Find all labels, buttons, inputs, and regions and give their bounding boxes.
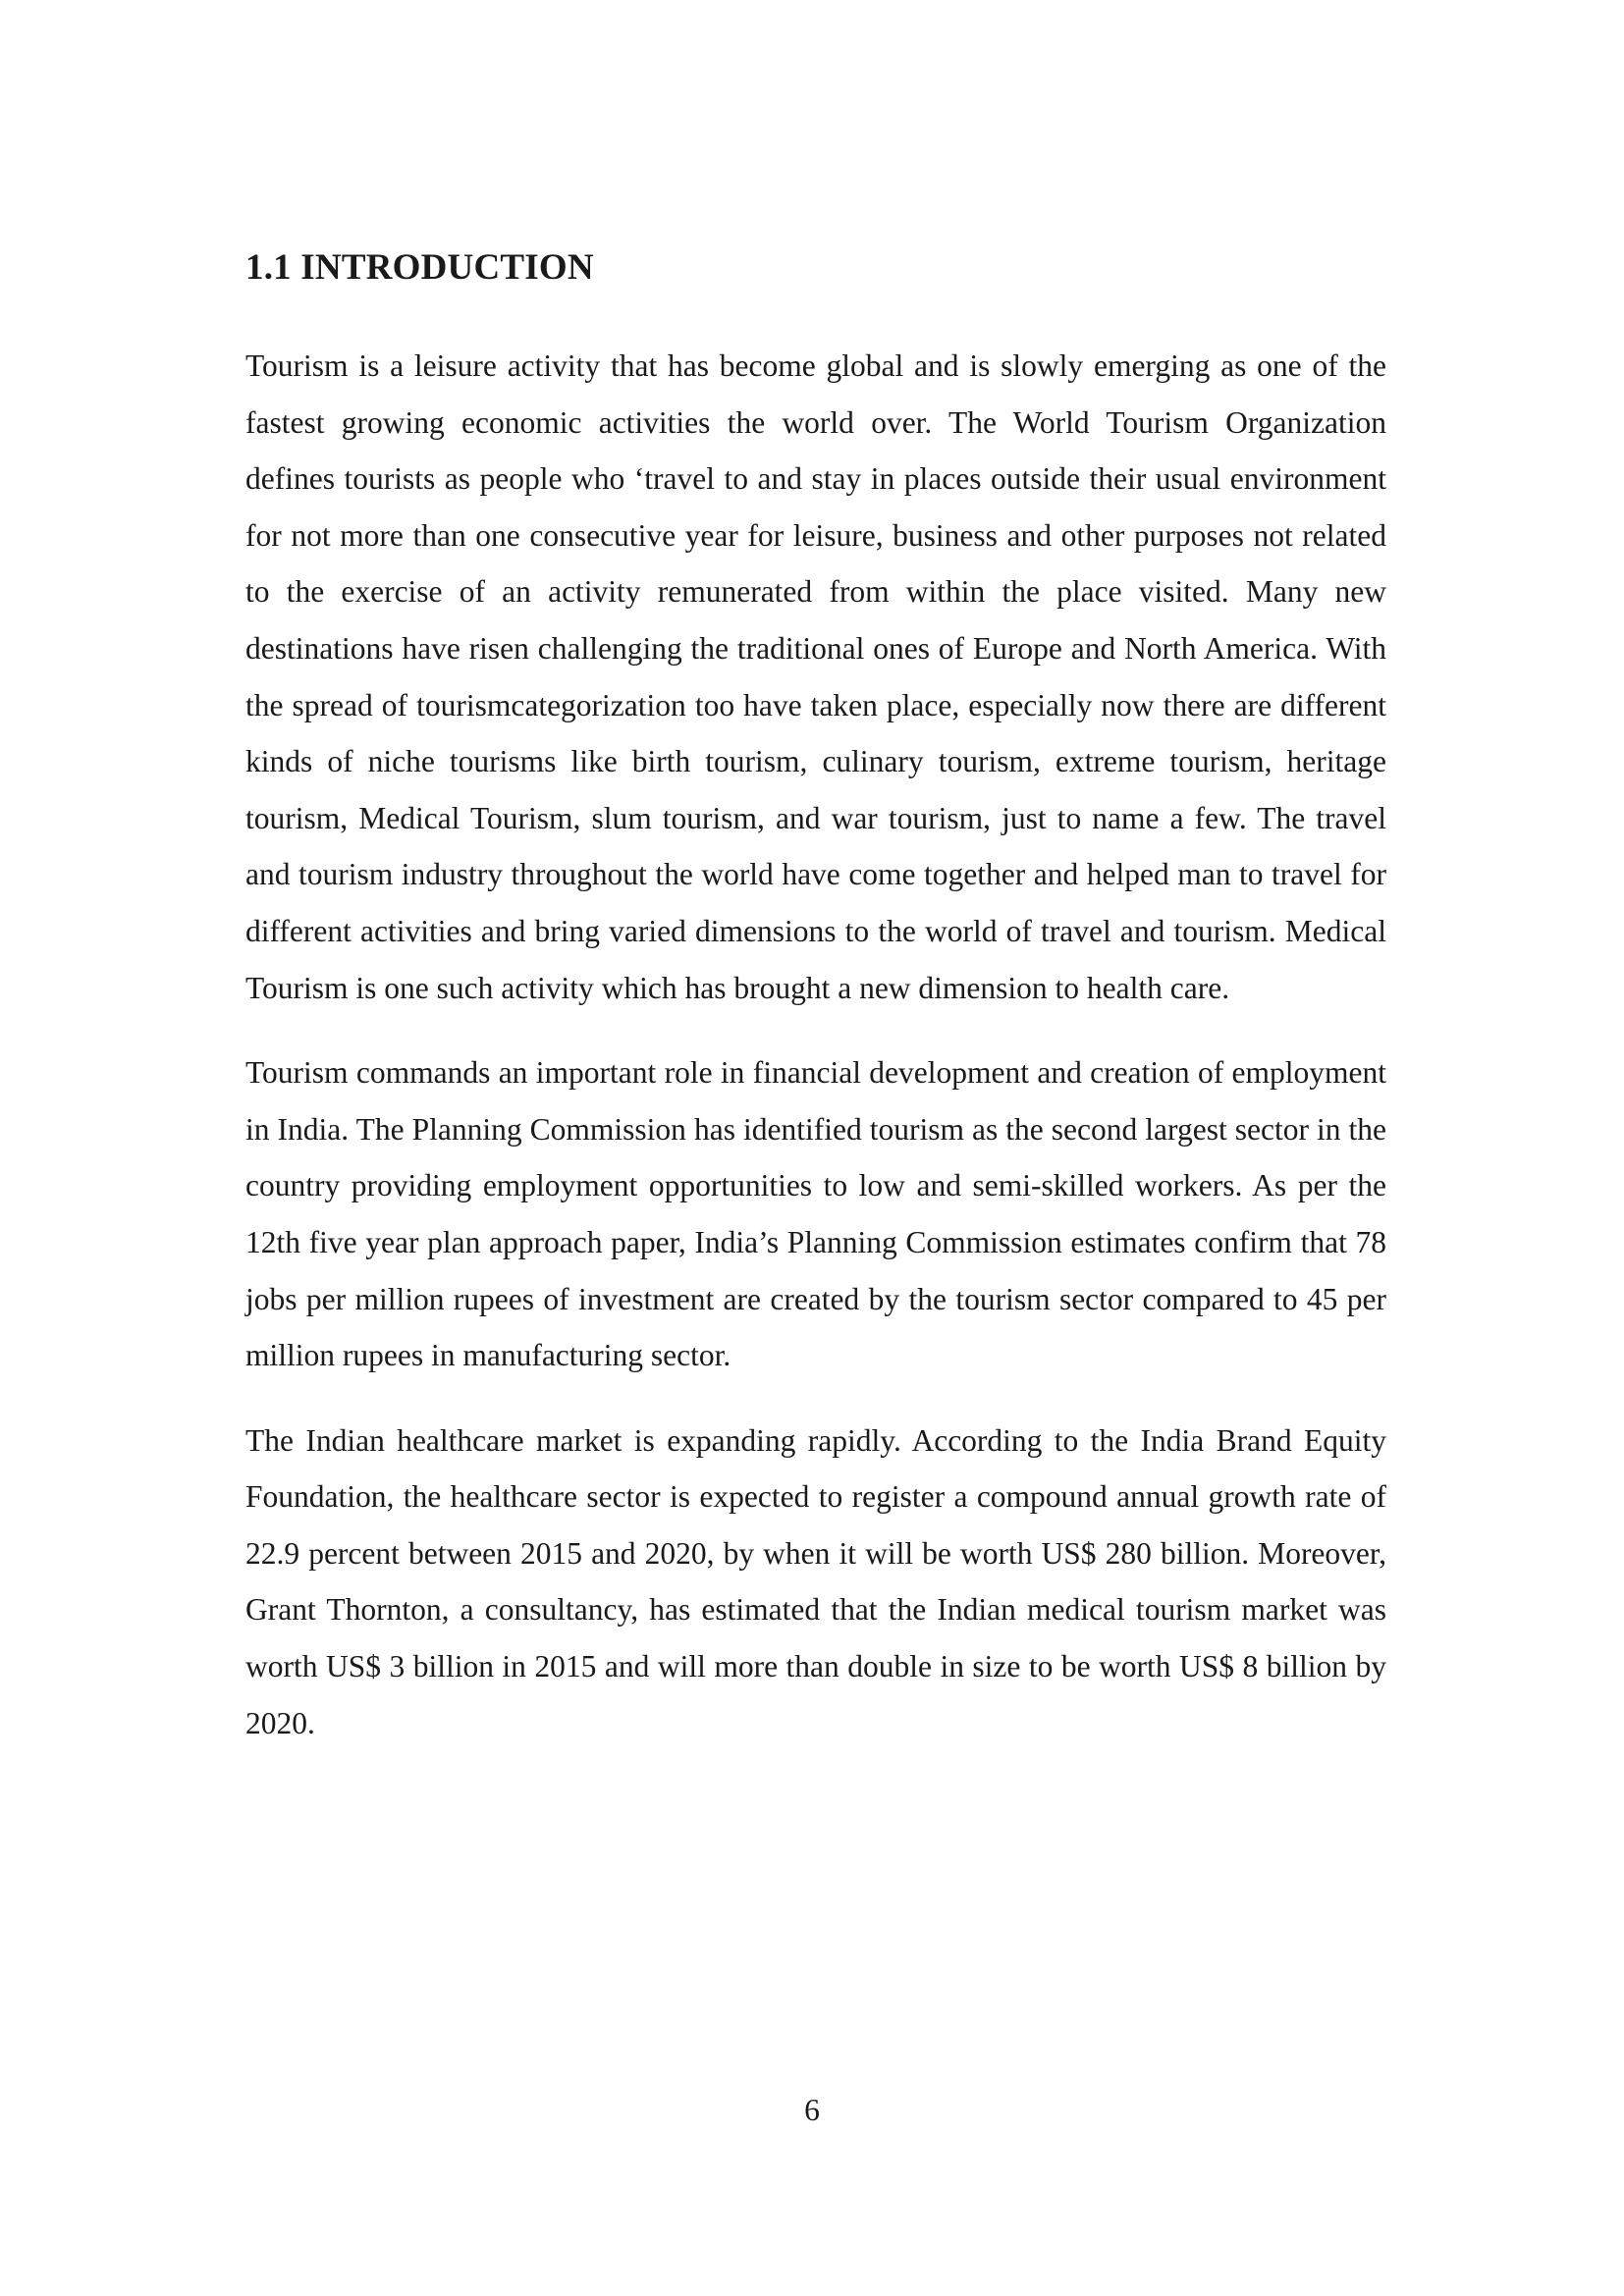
page-content	[245, 245, 1386, 1780]
paragraph-tourism-overview: Tourism is a leisure activity that has become global and is slowly emerging as one of the fastest growing economic activities the world over. The World Tourism Organization defines tourists as people who ‘travel to and stay in places outside their usual environment for not more than one consecutive year for leisure, business and other purposes not related to the exercise of an activity remunerated from within the place visited. Many new destinations have risen challenging the traditional ones of Europe and North America. With the spread of tourismcategorization too have taken place, especially now there are different kinds of niche tourisms like birth tourism, culinary tourism, extreme tourism, heritage tourism, Medical Tourism, slum tourism, and war tourism, just to name a few. The travel and tourism industry throughout the world have come together and helped man to travel for different activities and bring varied dimensions to the world of travel and tourism. Medical Tourism is one such activity which has brought a new dimension to health care.	[245, 348, 1386, 1005]
section-heading: 1.1 INTRODUCTION	[245, 247, 594, 288]
paragraph-tourism-employment: Tourism commands an important role in financial development and creation of employment in India. The Planning Commission has identified tourism as the second largest sector in the country providing employment opportunities to low and semi-skilled workers. As per the 12th five year plan approach paper, India’s Planning Commission estimates confirm that 78 jobs per million rupees of investment are created by the tourism sector compared to 45 per million rupees in manufacturing sector.	[245, 1055, 1386, 1373]
page-number: 6	[804, 2093, 820, 2127]
paragraph-healthcare-market: The Indian healthcare market is expanding rapidly. According to the India Brand Equity Foundation, the healthcare sector is expected to register a compound annual growth rate of 22.9 percent between 2015 and 2020, by when it will be worth US$ 280 billion. Moreover, Grant Thornton, a consultancy, has estimated that the Indian medical tourism market was worth US$ 3 billion in 2015 and will more than double in size to be worth US$ 8 billion by 2020.	[245, 1422, 1386, 1740]
